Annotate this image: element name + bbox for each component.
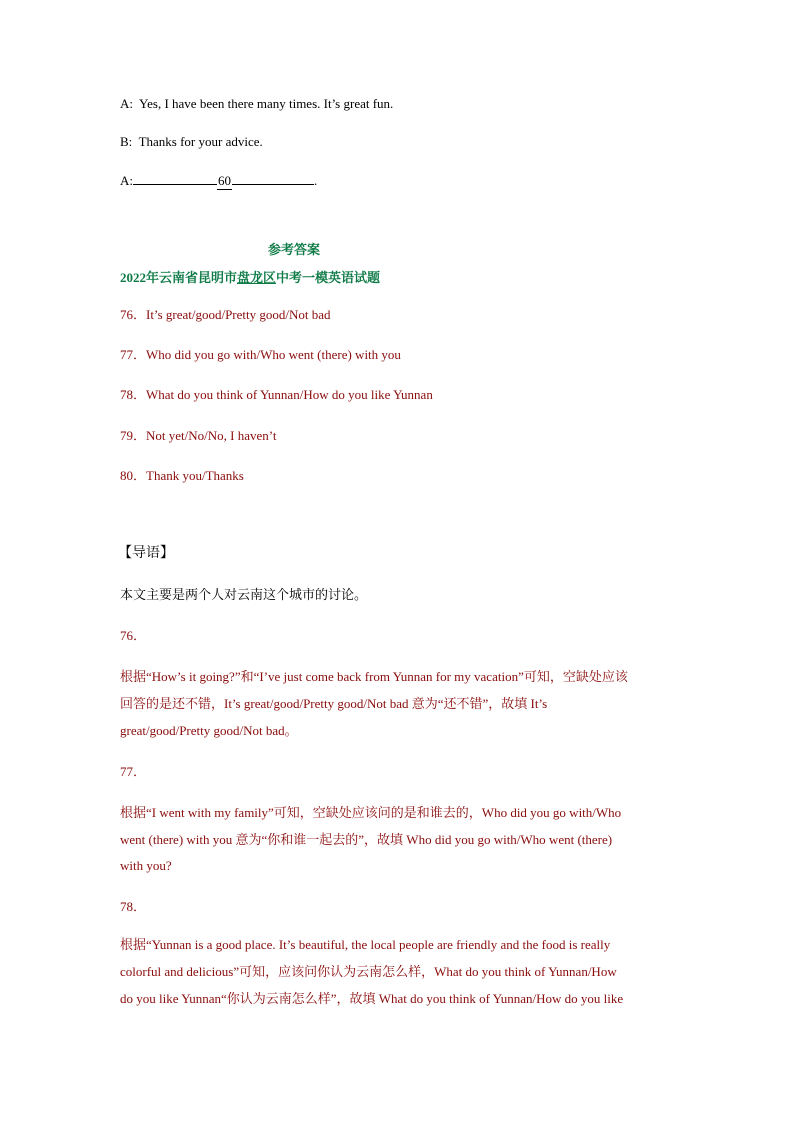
answer-text: What do you think of Yunnan/How do you like Yunnan xyxy=(146,387,433,402)
answer-text: It’s great/good/Pretty good/Not bad xyxy=(146,307,331,322)
answer-text: Not yet/No/No, I haven’t xyxy=(146,428,277,443)
answer-item-77 xyxy=(120,347,401,363)
q78-line-1: 根据“Yunnan is a good place. It’s beautiful, the local people are friendly and the food is really xyxy=(120,937,611,952)
q77-line-3: with you? xyxy=(120,858,172,873)
answer-number: 79． xyxy=(120,428,147,443)
answer-item-78 xyxy=(120,387,433,403)
answers-heading: 参考答案 xyxy=(268,242,321,257)
answer-item-76 xyxy=(120,307,331,323)
blank-number: 60 xyxy=(218,173,231,188)
answer-text: Who did you go with/Who went (there) with you xyxy=(146,347,401,362)
subtitle-part: 中考一模英语试题 xyxy=(276,270,381,285)
speaker-label: A: xyxy=(120,173,133,188)
q76-line-3: great/good/Pretty good/Not bad。 xyxy=(120,723,298,738)
speaker-label: B: xyxy=(120,134,133,149)
dialogue-line-a2 xyxy=(120,172,317,190)
answers-subtitle xyxy=(120,270,380,286)
blank-underline xyxy=(232,172,314,185)
guide-heading: 【导语】 xyxy=(118,546,174,561)
q78-line-3: do you like Yunnan“你认为云南怎么样”，故填 What do you think of Yunnan/How do you like xyxy=(120,991,624,1006)
subtitle-part: 2022年云南省昆明市 xyxy=(120,270,238,285)
answer-number: 76． xyxy=(120,307,147,322)
dialogue-end: . xyxy=(314,173,318,188)
answer-number: 80． xyxy=(120,468,147,483)
dialogue-line-b xyxy=(120,134,263,150)
q77-line-2: went (there) with you 意为“你和谁一起去的”，故填 Who did you go with/Who went (there) xyxy=(120,832,613,847)
answer-number: 77． xyxy=(120,347,147,362)
q76-number: 76． xyxy=(120,628,147,643)
guide-intro: 本文主要是两个人对云南这个城市的讨论。 xyxy=(120,587,368,602)
blank-underline xyxy=(133,172,217,185)
dialogue-text: Yes, I have been there many times. It’s great fun. xyxy=(139,96,394,111)
speaker-label: A: xyxy=(120,96,133,111)
answer-item-80 xyxy=(120,468,244,484)
dialogue-text: Thanks for your advice. xyxy=(138,134,263,149)
q76-line-2: 回答的是还不错，It’s great/good/Pretty good/Not bad 意为“还不错”，故填 It’s xyxy=(120,696,548,711)
q77-number: 77． xyxy=(120,764,147,779)
subtitle-underlined: 盘龙区 xyxy=(237,270,277,285)
q78-line-2: colorful and delicious”可知，应该问你认为云南怎么样，What do you think of Yunnan/How xyxy=(120,964,617,979)
q76-line-1: 根据“How’s it going?”和“I’ve just come back from Yunnan for my vacation”可知，空缺处应该 xyxy=(120,669,628,684)
q77-line-1: 根据“I went with my family”可知，空缺处应该问的是和谁去的，Who did you go with/Who xyxy=(120,805,622,820)
answer-item-79 xyxy=(120,428,276,444)
answer-number: 78． xyxy=(120,387,147,402)
q78-number: 78． xyxy=(120,899,147,914)
dialogue-line-a1 xyxy=(120,96,393,112)
answer-text: Thank you/Thanks xyxy=(146,468,244,483)
